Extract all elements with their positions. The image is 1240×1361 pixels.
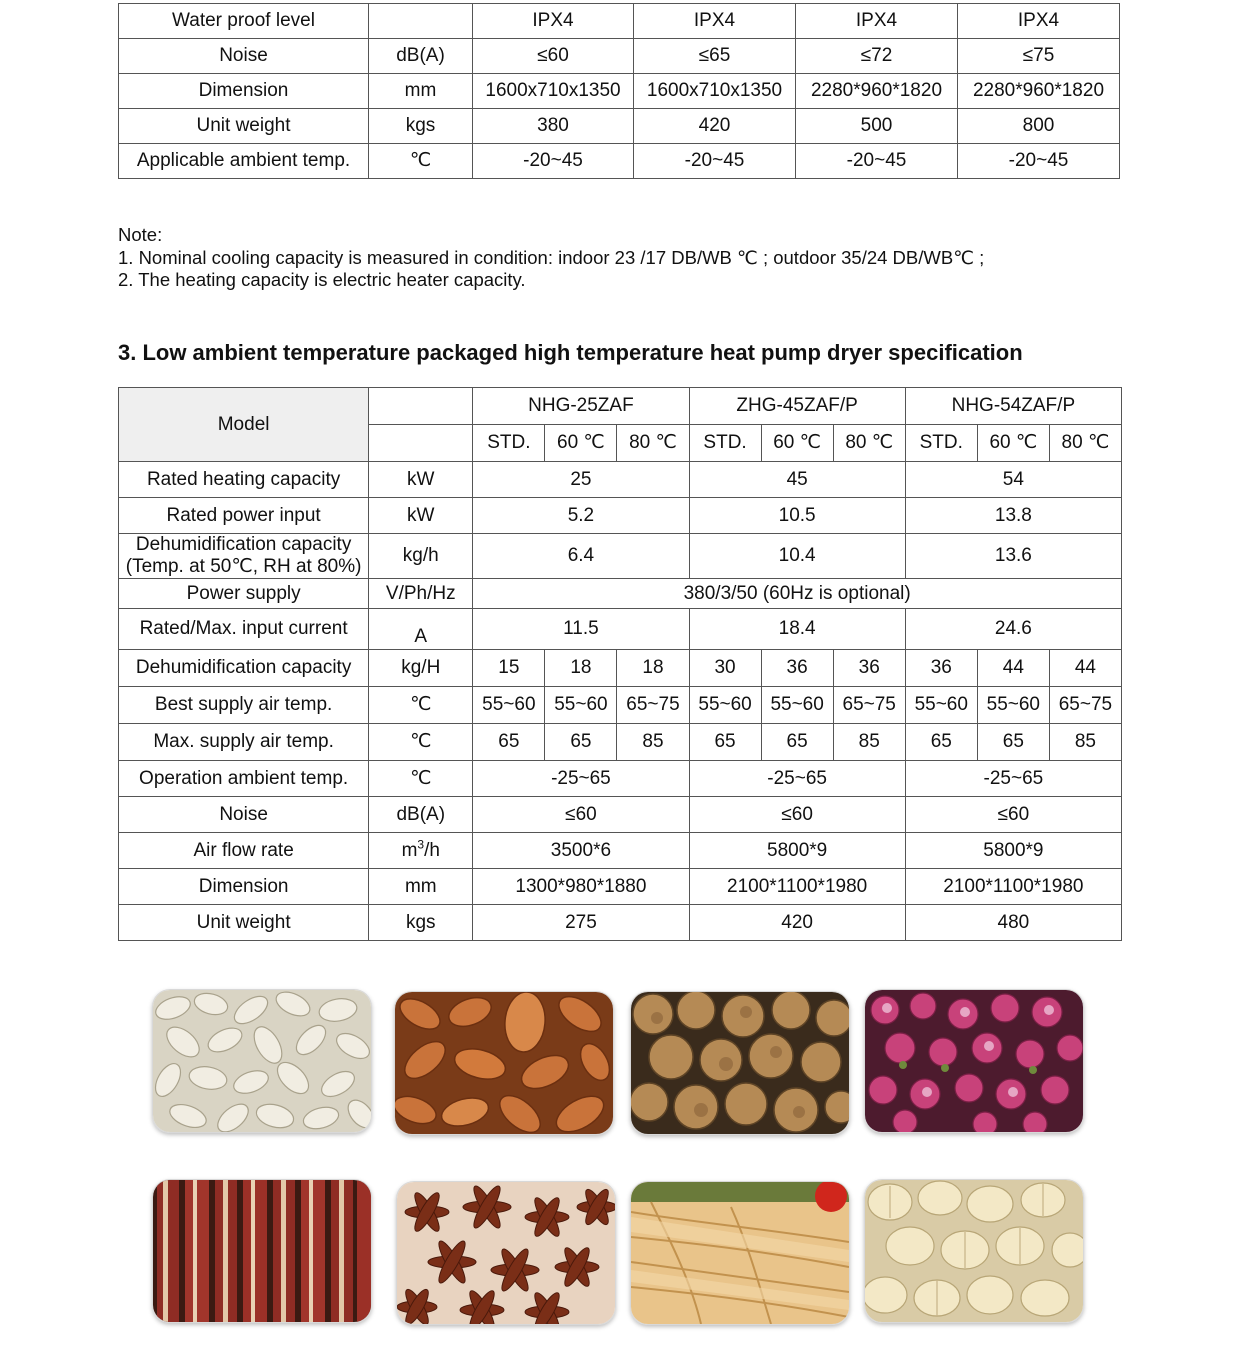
- cell-value: 2100*1100*1980: [689, 869, 905, 905]
- cell-value: 55~60: [473, 687, 545, 724]
- row-unit: ℃: [369, 724, 473, 761]
- table-row: [119, 905, 1122, 941]
- roots-photo: [630, 991, 850, 1135]
- row-unit: kg/H: [369, 650, 473, 687]
- row-label: Air flow rate: [119, 833, 369, 869]
- cell-value: 55~60: [977, 687, 1049, 724]
- cell-value: 3500*6: [473, 833, 689, 869]
- cell-value: 65: [545, 724, 617, 761]
- cell-value: 800: [958, 109, 1120, 144]
- row-label: Noise: [119, 39, 369, 74]
- cell-value: 36: [761, 650, 833, 687]
- section-title: 3. Low ambient temperature packaged high temperature heat pump dryer specification: [118, 340, 1023, 365]
- cell-value: 24.6: [905, 609, 1121, 650]
- table-row: [119, 869, 1122, 905]
- cell-value: 55~60: [689, 687, 761, 724]
- cell-value: 15: [473, 650, 545, 687]
- unit-base: m: [401, 839, 418, 861]
- almonds-photo: [394, 991, 614, 1135]
- row-label: Unit weight: [119, 109, 369, 144]
- cell-value: -20~45: [473, 144, 634, 179]
- cell-value: 1300*980*1880: [473, 869, 689, 905]
- table-row: [119, 609, 1122, 650]
- table-row: [119, 724, 1122, 761]
- row-label-line: (Temp. at 50℃, RH at 80%): [125, 556, 362, 577]
- cell-value: 18: [617, 650, 689, 687]
- row-label: Best supply air temp.: [119, 687, 369, 724]
- cell-value: 10.4: [689, 534, 905, 579]
- row-unit: dB(A): [369, 797, 473, 833]
- cell-value: 85: [833, 724, 905, 761]
- cell-value: 10.5: [689, 498, 905, 534]
- cell-value: -20~45: [634, 144, 796, 179]
- cell-value: IPX4: [634, 4, 796, 39]
- table-row: [119, 4, 1120, 39]
- table-row: [119, 687, 1122, 724]
- table-row: [119, 144, 1120, 179]
- row-label: Dimension: [119, 74, 369, 109]
- cell-value: ≤60: [473, 797, 689, 833]
- row-unit: mm: [369, 869, 473, 905]
- cell-value: 65: [905, 724, 977, 761]
- cell-value: IPX4: [473, 4, 634, 39]
- subcol-label: STD.: [905, 425, 977, 462]
- table-row: [119, 498, 1122, 534]
- row-unit: dB(A): [369, 39, 473, 74]
- cell-value: 480: [905, 905, 1121, 941]
- subcol-label: 80 ℃: [1049, 425, 1121, 462]
- row-label: Dehumidification capacity: [119, 650, 369, 687]
- cell-value: IPX4: [796, 4, 958, 39]
- row-unit: kgs: [369, 109, 473, 144]
- cell-value: 11.5: [473, 609, 689, 650]
- cell-value: ≤72: [796, 39, 958, 74]
- subcol-label: STD.: [473, 425, 545, 462]
- row-label: [119, 534, 369, 579]
- table-row: [119, 797, 1122, 833]
- table-row: [119, 650, 1122, 687]
- cell-value: 6.4: [473, 534, 689, 579]
- subcol-label: 80 ℃: [617, 425, 689, 462]
- bottom-rows: [119, 761, 1122, 941]
- row-label: Rated/Max. input current: [119, 609, 369, 650]
- subcol-label: 80 ℃: [833, 425, 905, 462]
- row-label: Rated heating capacity: [119, 462, 369, 498]
- cell-value: 5.2: [473, 498, 689, 534]
- cell-value: 18.4: [689, 609, 905, 650]
- cell-value: 13.6: [905, 534, 1121, 579]
- note-line-2: 2. The heating capacity is electric heater capacity.: [118, 269, 526, 290]
- row-unit: A: [369, 609, 473, 650]
- table-row: [119, 74, 1120, 109]
- row-unit: [369, 833, 473, 869]
- cell-value: 5800*9: [689, 833, 905, 869]
- cell-value: -25~65: [905, 761, 1121, 797]
- cell-value: 55~60: [905, 687, 977, 724]
- table-row: [119, 462, 1122, 498]
- cell-value: 18: [545, 650, 617, 687]
- row-label: Operation ambient temp.: [119, 761, 369, 797]
- cell-value: 36: [833, 650, 905, 687]
- top-spec-table: [118, 3, 1120, 179]
- row-unit: ℃: [369, 761, 473, 797]
- cell-value: IPX4: [958, 4, 1120, 39]
- cell-value: 65: [689, 724, 761, 761]
- cell-value: 5800*9: [905, 833, 1121, 869]
- cell-value: 25: [473, 462, 689, 498]
- meat-photo: [152, 1179, 372, 1323]
- row-label: Noise: [119, 797, 369, 833]
- model-name: NHG-25ZAF: [473, 388, 689, 425]
- note-line-1: 1. Nominal cooling capacity is measured in condition: indoor 23 /17 DB/WB ℃ ; outdoor 35/24 DB/WB℃ ;: [118, 246, 985, 268]
- row-label: Dimension: [119, 869, 369, 905]
- rosebuds-photo: [864, 989, 1084, 1133]
- cell-value: 1600x710x1350: [634, 74, 796, 109]
- unit-header-blank: [369, 388, 473, 425]
- cell-value: ≤60: [689, 797, 905, 833]
- cell-value: 36: [905, 650, 977, 687]
- cell-value: 65: [761, 724, 833, 761]
- cell-value: ≤60: [905, 797, 1121, 833]
- subcol-label: 60 ℃: [545, 425, 617, 462]
- cell-value: 85: [617, 724, 689, 761]
- row-label: Water proof level: [119, 4, 369, 39]
- cell-value: ≤75: [958, 39, 1120, 74]
- row-unit: kW: [369, 462, 473, 498]
- split-rows: [119, 650, 1122, 761]
- cell-value: 420: [634, 109, 796, 144]
- row-unit: kgs: [369, 905, 473, 941]
- table-row: [119, 39, 1120, 74]
- cell-value: -25~65: [473, 761, 689, 797]
- cell-value: 44: [977, 650, 1049, 687]
- cell-value: 2100*1100*1980: [905, 869, 1121, 905]
- cell-value: 30: [689, 650, 761, 687]
- cell-value: 500: [796, 109, 958, 144]
- model-name: ZHG-45ZAF/P: [689, 388, 905, 425]
- cell-value: 420: [689, 905, 905, 941]
- row-unit: mm: [369, 74, 473, 109]
- cell-value: 55~60: [545, 687, 617, 724]
- row-label: Rated power input: [119, 498, 369, 534]
- cell-value: ≤65: [634, 39, 796, 74]
- cell-value: 54: [905, 462, 1121, 498]
- cell-value: 65~75: [1049, 687, 1121, 724]
- model-name: NHG-54ZAF/P: [905, 388, 1121, 425]
- cell-value: 13.8: [905, 498, 1121, 534]
- cell-value: 44: [1049, 650, 1121, 687]
- model-label: Model: [119, 388, 369, 462]
- cell-value: 65~75: [833, 687, 905, 724]
- table-row: [119, 109, 1120, 144]
- table-row: [119, 534, 1122, 579]
- cell-value: -20~45: [958, 144, 1120, 179]
- cell-value: 275: [473, 905, 689, 941]
- top-spec-table-body: [119, 4, 1120, 179]
- row-label: Applicable ambient temp.: [119, 144, 369, 179]
- row-unit: [369, 4, 473, 39]
- cell-value: 65~75: [617, 687, 689, 724]
- row-unit: ℃: [369, 144, 473, 179]
- subcol-label: 60 ℃: [977, 425, 1049, 462]
- cell-value: 65: [473, 724, 545, 761]
- row-unit: kW: [369, 498, 473, 534]
- cell-value: 380/3/50 (60Hz is optional): [473, 579, 1122, 609]
- cell-value: 2280*960*1820: [958, 74, 1120, 109]
- cell-value: 380: [473, 109, 634, 144]
- tofu-skin-photo: [630, 1181, 850, 1325]
- table-row: [119, 579, 1122, 609]
- row-label-line: Dehumidification capacity: [135, 534, 352, 555]
- cell-value: 45: [689, 462, 905, 498]
- row-unit: kg/h: [369, 534, 473, 579]
- lotus-photo: [864, 1179, 1084, 1323]
- seeds-photo: [152, 989, 372, 1133]
- unit-header-blank: [369, 425, 473, 462]
- row-label: Power supply: [119, 579, 369, 609]
- row-label: Unit weight: [119, 905, 369, 941]
- unit-superscript: 3: [417, 837, 425, 852]
- cell-value: ≤60: [473, 39, 634, 74]
- row-unit: ℃: [369, 687, 473, 724]
- cell-value: 55~60: [761, 687, 833, 724]
- unit-tail: /h: [424, 839, 440, 861]
- dryer-spec-table: [118, 387, 1122, 941]
- row-unit: V/Ph/Hz: [369, 579, 473, 609]
- subcol-label: 60 ℃: [761, 425, 833, 462]
- note-block: [118, 224, 984, 292]
- cell-value: -25~65: [689, 761, 905, 797]
- cell-value: 85: [1049, 724, 1121, 761]
- table-row: [119, 761, 1122, 797]
- model-header-row: [119, 388, 1122, 425]
- cell-value: 1600x710x1350: [473, 74, 634, 109]
- note-heading: Note:: [118, 224, 163, 245]
- cell-value: 65: [977, 724, 1049, 761]
- row-label: Max. supply air temp.: [119, 724, 369, 761]
- anise-photo: [396, 1181, 616, 1325]
- cell-value: 2280*960*1820: [796, 74, 958, 109]
- cell-value: -20~45: [796, 144, 958, 179]
- subcol-label: STD.: [689, 425, 761, 462]
- table-row: [119, 833, 1122, 869]
